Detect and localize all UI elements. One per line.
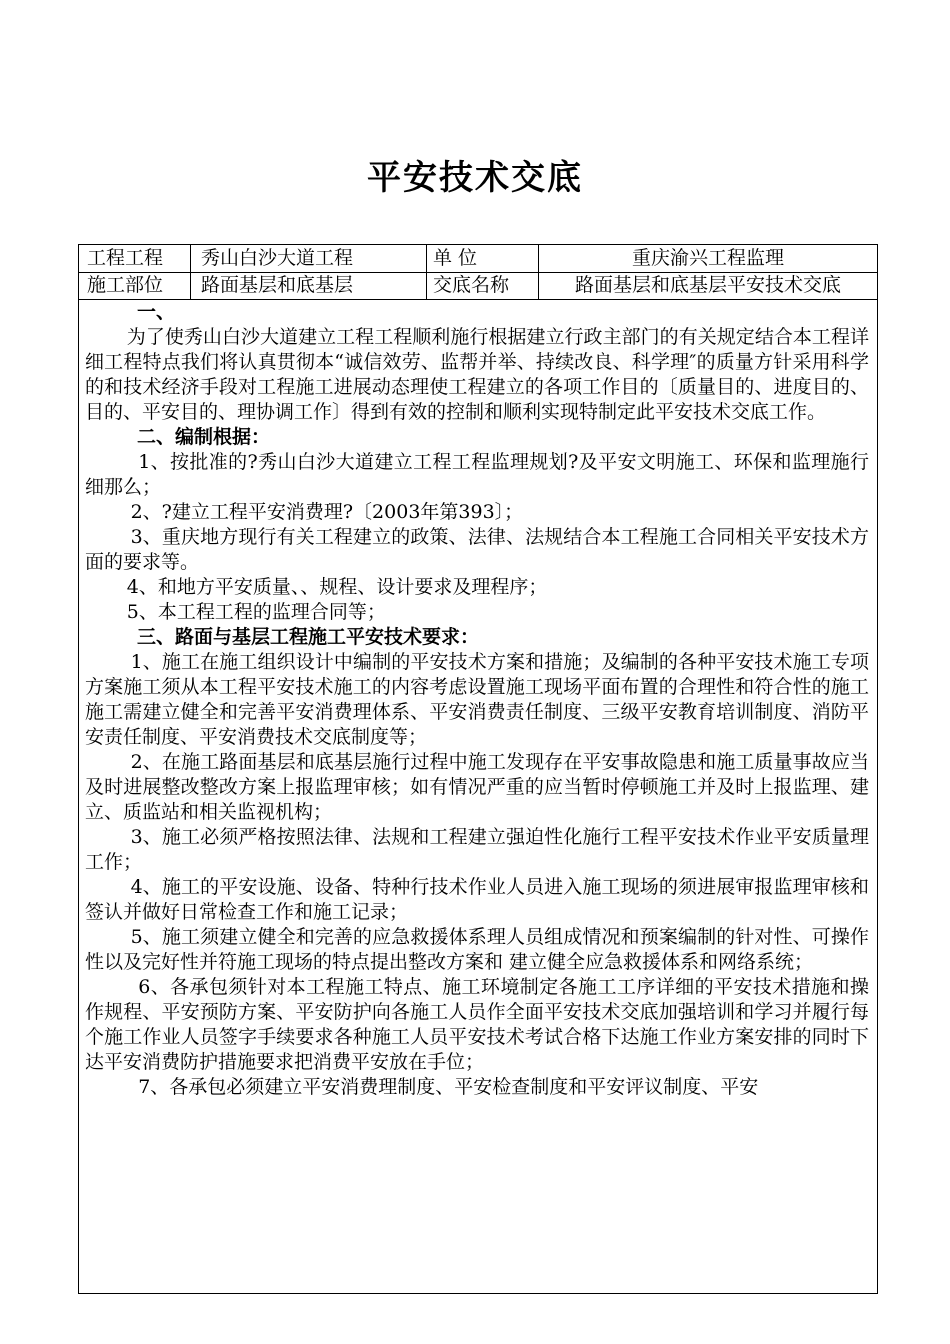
label-handover-name: 交底名称 [427, 272, 539, 299]
value-project: 秀山白沙大道工程 [191, 245, 427, 272]
value-unit: 重庆渝兴工程监理 [631, 247, 784, 269]
handover-form [78, 244, 878, 1294]
section-3-item: 1、施工在施工组织设计中编制的平安技术方案和措施；及编制的各种平安技术施工专项方案施工须从本工程平安技术施工的内容考虑设置施工现场平面布置的合理性和符合性的施工 施工需建立健全和完善平安消费理体系、平安消费责任制度、三级平安教育培训制度、消防平安责任制度、平安消费技术交底制度等； [85, 651, 869, 748]
section-3-heading: 三、路面与基层工程施工平安技术要求： [137, 626, 480, 648]
section-1-paragraph: 为了使秀山白沙大道建立工程工程顺利施行根据建立行政主部门的有关规定结合本工程详细工程特点我们将认真贯彻本“诚信效劳、监帮并举、持续改良、科学理″的质量方针采用科学的和技术经济手段对工程施工进展动态理使工程建立的各项工作目的〔质量目的、进度目的、目的、平安目的、理协调工作〕得到有效的控制和顺利实现特制定此平安技术交底工作。 [85, 326, 869, 423]
section-3-item: 3、施工必须严格按照法律、法规和工程建立强迫性化施行工程平安技术作业平安质量理工作； [85, 826, 869, 873]
section-3-item: 6、各承包须针对本工程施工特点、施工环境制定各施工工序详细的平安技术措施和操作规程、平安预防方案、平安防护向各施工人员作全面平安技术交底加强培训和学习并履行每个施工作业人员签字手续要求各种施工人员平安技术考试合格下达施工作业方案安排的同时下达平安消费防护措施要求把消费平安放在手位； [85, 976, 869, 1073]
document-title: 平安技术交底 [367, 158, 583, 198]
section-2-item: 3、重庆地方现行有关工程建立的政策、法律、法规结合本工程施工合同相关平安技术方面的要求等。 [85, 526, 869, 573]
section-3-item: 7、各承包必须建立平安消费理制度、平安检查制度和平安评议制度、平安 [138, 1076, 759, 1098]
section-3-item: 4、施工的平安设施、设备、特种行技术作业人员进入施工现场的须进展审报监理审核和签认并做好日常检查工作和施工记录； [85, 876, 869, 923]
section-3-item: 5、施工须建立健全和完善的应急救援体系理人员组成情况和预案编制的针对性、可操作性以及完好性并符施工现场的特点提出整改方案和 建立健全应急救援体系和网络系统； [85, 926, 869, 973]
label-location: 施工部位 [79, 272, 191, 299]
section-1-heading: 一、 [137, 301, 176, 323]
section-2-item: 2、?建立工程平安消费理?〔2003年第393〕； [130, 501, 524, 523]
section-2-item: 1、按批准的?秀山白沙大道建立工程工程监理规划?及平安文明施工、环保和监理施行细那么； [85, 451, 869, 498]
section-2-item: 4、和地方平安质量、、规程、设计要求及理程序； [126, 576, 548, 598]
section-2-item: 5、本工程工程的监理合同等； [126, 601, 386, 623]
section-2-heading: 二、编制根据： [137, 426, 271, 448]
value-location: 路面基层和底基层 [191, 272, 427, 299]
document-body [79, 300, 877, 1100]
section-3-item: 2、在施工路面基层和底基层施行过程中施工发现存在平安事故隐患和施工质量事故应当及时进展整改整改方案上报监理审核；如有情况严重的应当暂时停顿施工并及时上报监理、建立、质监站和相关监视机构； [85, 751, 869, 823]
label-project: 工程工程 [79, 245, 191, 272]
label-unit: 单 位 [427, 245, 539, 272]
value-handover-name: 路面基层和底基层平安技术交底 [574, 274, 841, 296]
header-row-project [79, 245, 877, 273]
header-row-location [79, 272, 877, 300]
